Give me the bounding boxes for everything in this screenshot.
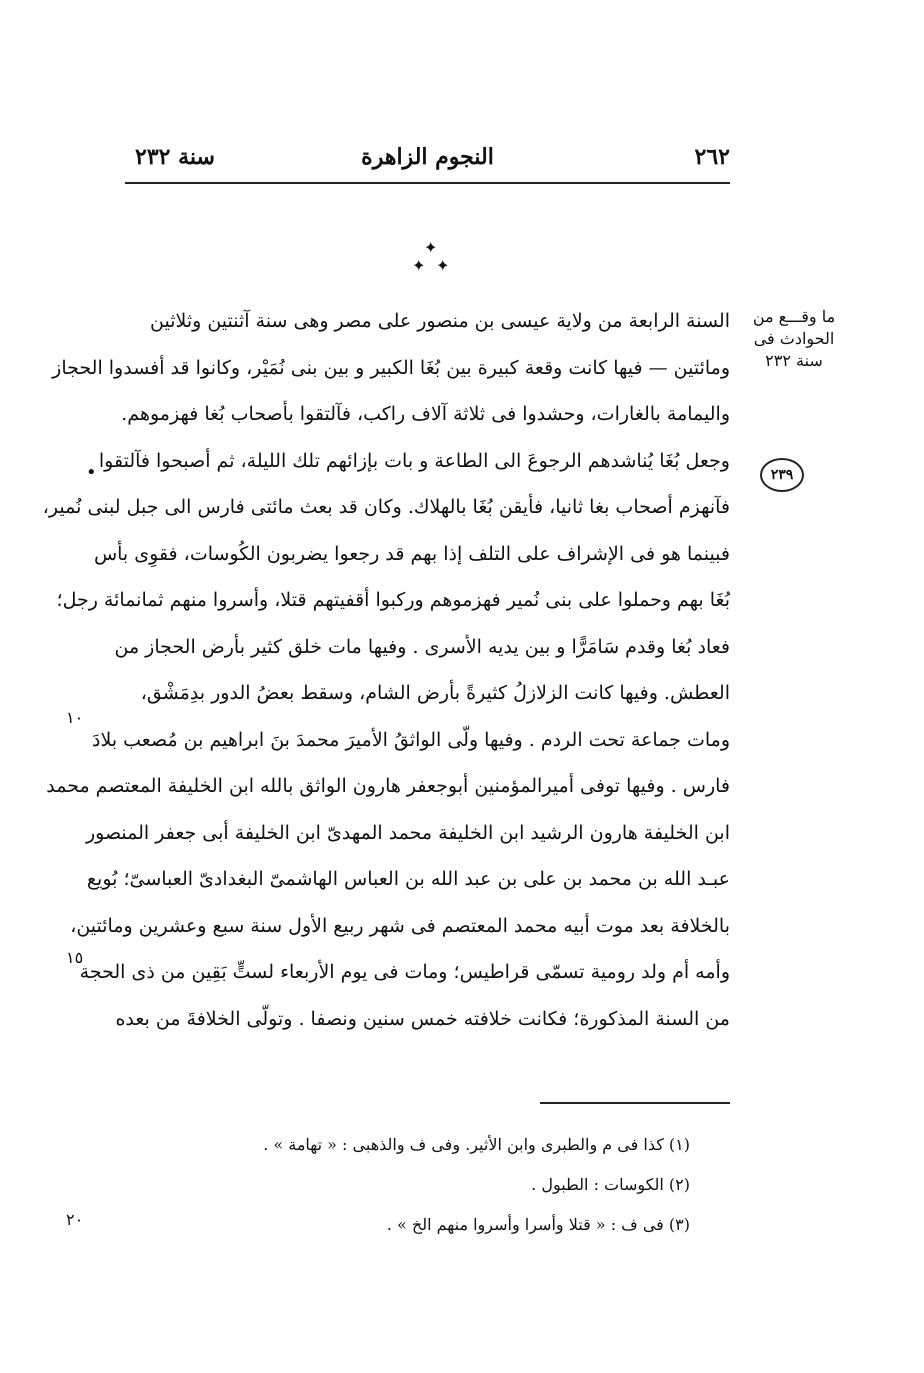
text-line: بُغَا بهم وحملوا على بنى نُمير فهزموهم وركبوا أقفيتهم قتلا، وأسروا منهم ثمانمائة رجل؛ [56, 589, 730, 611]
footnote-rule [540, 1102, 730, 1104]
footnote: (٢) الكوسات : الطبول . [531, 1175, 690, 1194]
line-number: ١٥ [66, 948, 84, 967]
margin-bullet: • [86, 462, 97, 483]
footnotes [240, 1125, 690, 1245]
text-line: فآنهزم أصحاب بغا ثانيا، فأيقن بُغَا بالهلاك. وكان قد بعث مائتى فارس الى جبل لبنى نُمير، [42, 496, 730, 518]
text-line: ابن الخليفة هارون الرشيد ابن الخليفة محمد المهدىّ ابن الخليفة أبى جعفر المنصور [85, 821, 730, 844]
footnote: (١) كذا فى م والطبرى وابن الأثير. وفى ف والذهبى : « تهامة » . [263, 1135, 690, 1154]
ornament-star-icon: ✦ [412, 256, 426, 275]
line-number: ٢٠ [66, 1210, 84, 1229]
section-ornament [404, 238, 454, 278]
ornament-star-icon: ✦ [436, 256, 450, 275]
text-line: بالخلافة بعد موت أبيه محمد المعتصم فى شهر ربيع الأول سنة سبع وعشرين ومائتين، [70, 914, 730, 937]
page-number: ٢٦٢ [694, 144, 730, 170]
text-line: من السنة المذكورة؛ فكانت خلافته خمس سنين ونصفا . وتولّى الخلافةَ من بعده [115, 1007, 730, 1030]
text-line: وأمه أم ولد رومية تسمّى قراطيس؛ ومات فى يوم الأربعاء لستٍّ بَقِين من ذى الحجة [79, 961, 730, 983]
text-line: فبينما هو فى الإشراف على التلف إذا بهم قد رجعوا يضربون الكُوسات، فقوِى بأس [93, 542, 730, 565]
running-header [125, 140, 730, 184]
text-line: عبـد الله بن محمد بن على بن عبد الله بن العباس الهاشمىّ البغدادىّ العباسىّ؛ بُويع [86, 868, 730, 890]
text-line: السنة الرابعة من ولاية عيسى بن منصور على مصر وهى سنة آثنتين وثلاثين [150, 310, 730, 332]
text-line: وجعل بُغَا يُناشدهم الرجوعَ الى الطاعة و بات بإزائهم تلك الليلة، ثم أصبحوا فآلتقوا [98, 449, 730, 472]
margin-page-badge: ٢٣٩ [760, 458, 804, 492]
text-line: ومائتين — فيها كانت وقعة كبيرة بين بُغَا الكبير و بين بنى نُمَيْر، وكانوا قد أفسدوا الحجاز [52, 356, 730, 379]
text-line: فعاد بُغا وقدم سَامَرًّا و بين يديه الأسرى . وفيها مات خلق كثير بأرض الحجاز من [114, 635, 730, 658]
footnote: (٣) فى ف : « قتلا وأسرا وأسروا منهم الخ » . [386, 1215, 690, 1234]
line-number: ١٠ [66, 708, 84, 727]
book-title: النجوم الزاهرة [361, 144, 494, 170]
text-line: واليمامة بالغارات، وحشدوا فى ثلاثة آلاف راكب، فآلتقوا بأصحاب بُغا فهزموهم. [121, 403, 730, 425]
ornament-star-icon: ✦ [424, 238, 438, 257]
margin-note: ما وقـــع من الحوادث فى سنة ٢٣٢ [752, 307, 836, 370]
year-heading: سنة ٢٣٢ [135, 144, 215, 170]
text-line: ومات جماعة تحت الردم . وفيها ولّى الواثقُ الأميرَ محمدَ بنَ ابراهيم بن مُصعب بلادَ [92, 728, 730, 751]
text-line: فارس . وفيها توفى أميرالمؤمنين أبوجعفر هارون الواثق بالله ابن الخليفة المعتصم محمد [46, 775, 730, 797]
text-line: العطش. وفيها كانت الزلازلُ كثيرةً بأرض الشام، وسقط بعضُ الدور بدِمَشْق، [140, 682, 730, 704]
